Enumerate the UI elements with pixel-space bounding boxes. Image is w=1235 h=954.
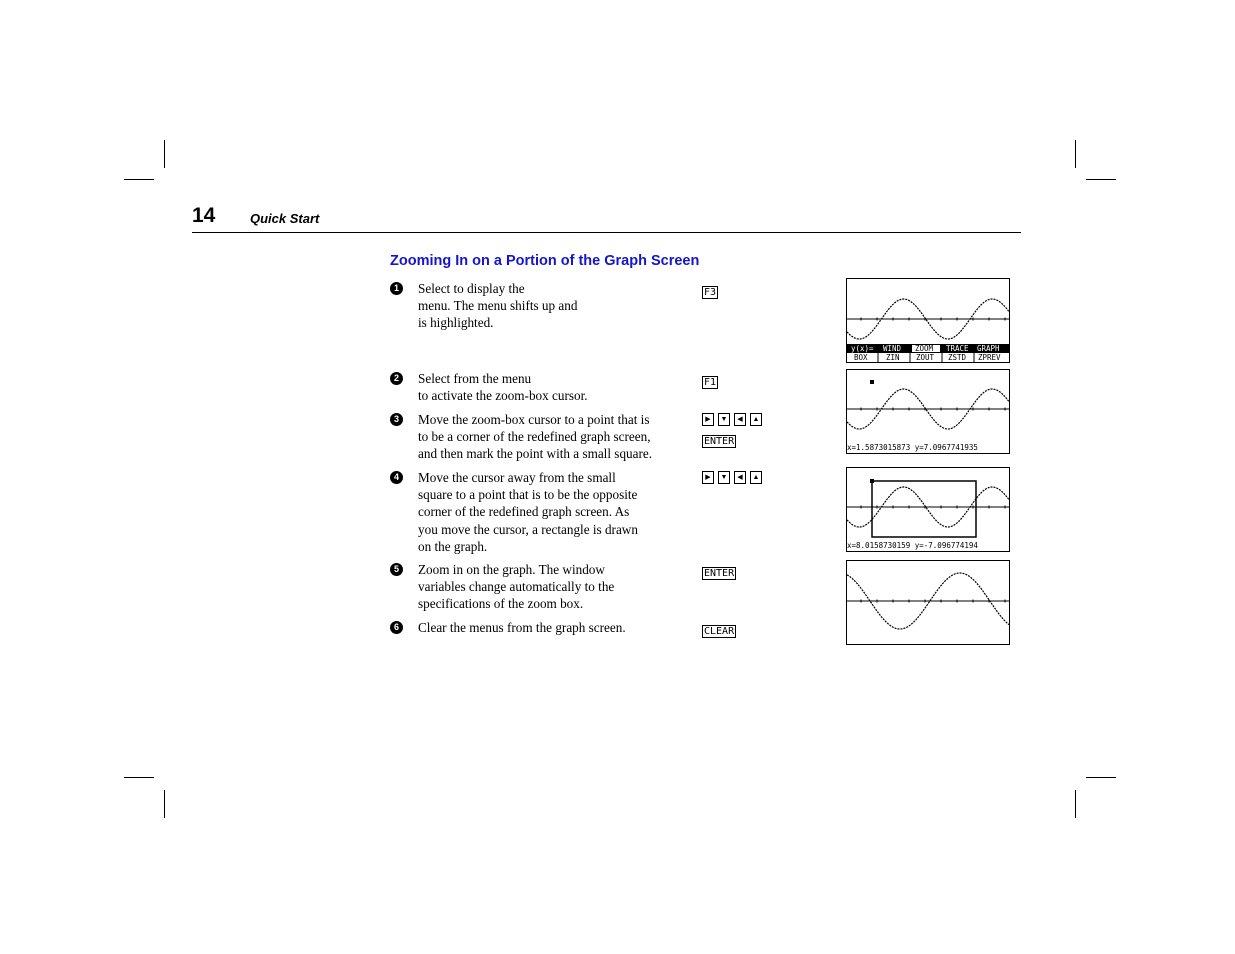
crop-mark xyxy=(124,777,154,778)
menu-item-wind: WIND xyxy=(883,344,902,353)
step-1-keys xyxy=(702,282,721,300)
menu-item-zoom: ZOOM xyxy=(915,344,934,353)
crop-mark xyxy=(1086,777,1116,778)
menu-item-yx: y(x)= xyxy=(851,344,874,353)
menu-item-zin: ZIN xyxy=(886,353,900,362)
down-arrow-key-icon: ▼ xyxy=(718,413,730,426)
step-6-keys xyxy=(702,621,739,639)
key-f3: F3 xyxy=(704,287,717,298)
calc-screen-zoombox xyxy=(846,467,1010,552)
header-rule xyxy=(192,232,1021,233)
menu-item-zout: ZOUT xyxy=(916,353,935,362)
crop-mark xyxy=(124,179,154,180)
key-f1: F1 xyxy=(704,377,717,388)
step-number: 4 xyxy=(390,471,403,484)
step-text: Zoom in on the graph. The window variables change automatically to the specifications of the zoom box. xyxy=(418,562,615,612)
right-arrow-key-icon: ▶ xyxy=(702,471,714,484)
step-text: Move the cursor away from the small square to a point that is to be the opposite corner of the redefined graph screen. As you move the cursor, a rectangle is drawn on the graph. xyxy=(418,470,638,554)
up-arrow-key-icon: ▲ xyxy=(750,471,762,484)
menu-item-graph: GRAPH xyxy=(977,344,1000,353)
menu-item-box: BOX xyxy=(854,353,868,362)
crop-mark xyxy=(1086,179,1116,180)
step-text: Select from the menu to activate the zoom-box cursor. xyxy=(418,371,588,404)
key-clear: CLEAR xyxy=(704,626,735,637)
left-arrow-key-icon: ◀ xyxy=(734,413,746,426)
coordinate-readout: x=8.0158730159 y=-7.096774194 xyxy=(847,541,978,550)
step-text: Move the zoom-box cursor to a point that is to be a corner of the redefined graph screen, and then mark the point with a small square. xyxy=(418,412,653,462)
step-2-keys xyxy=(702,372,721,390)
step-3-keys xyxy=(702,413,766,449)
up-arrow-key-icon: ▲ xyxy=(750,413,762,426)
step-4-keys xyxy=(702,471,766,489)
crop-mark xyxy=(164,790,165,818)
down-arrow-key-icon: ▼ xyxy=(718,471,730,484)
running-title: Quick Start xyxy=(250,211,320,226)
coordinate-readout: x=1.5873015873 y=7.0967741935 xyxy=(847,443,978,452)
step-number: 3 xyxy=(390,413,403,426)
key-enter: ENTER xyxy=(704,436,735,447)
right-arrow-key-icon: ▶ xyxy=(702,413,714,426)
menu-item-trace: TRACE xyxy=(946,344,969,353)
cursor-marker xyxy=(870,380,874,384)
menu-item-zprev: ZPREV xyxy=(978,353,1001,362)
calc-screen-cursor xyxy=(846,369,1010,454)
section-title: Zooming In on a Portion of the Graph Screen xyxy=(390,253,700,269)
step-5-keys xyxy=(702,563,739,581)
step-number: 5 xyxy=(390,563,403,576)
key-enter: ENTER xyxy=(704,568,735,579)
calc-screen-zoomed xyxy=(846,560,1010,645)
menu-item-zstd: ZSTD xyxy=(948,353,967,362)
step-text: Select to display the menu. The menu shifts up and is highlighted. xyxy=(418,281,578,331)
step-text: Clear the menus from the graph screen. xyxy=(418,620,626,635)
left-arrow-key-icon: ◀ xyxy=(734,471,746,484)
crop-mark xyxy=(1075,140,1076,168)
page-number: 14 xyxy=(192,204,216,227)
step-number: 2 xyxy=(390,372,403,385)
corner-marker xyxy=(870,479,874,483)
step-number: 1 xyxy=(390,282,403,295)
calc-screen-menu xyxy=(846,278,1010,363)
crop-mark xyxy=(164,140,165,168)
crop-mark xyxy=(1075,790,1076,818)
step-number: 6 xyxy=(390,621,403,634)
